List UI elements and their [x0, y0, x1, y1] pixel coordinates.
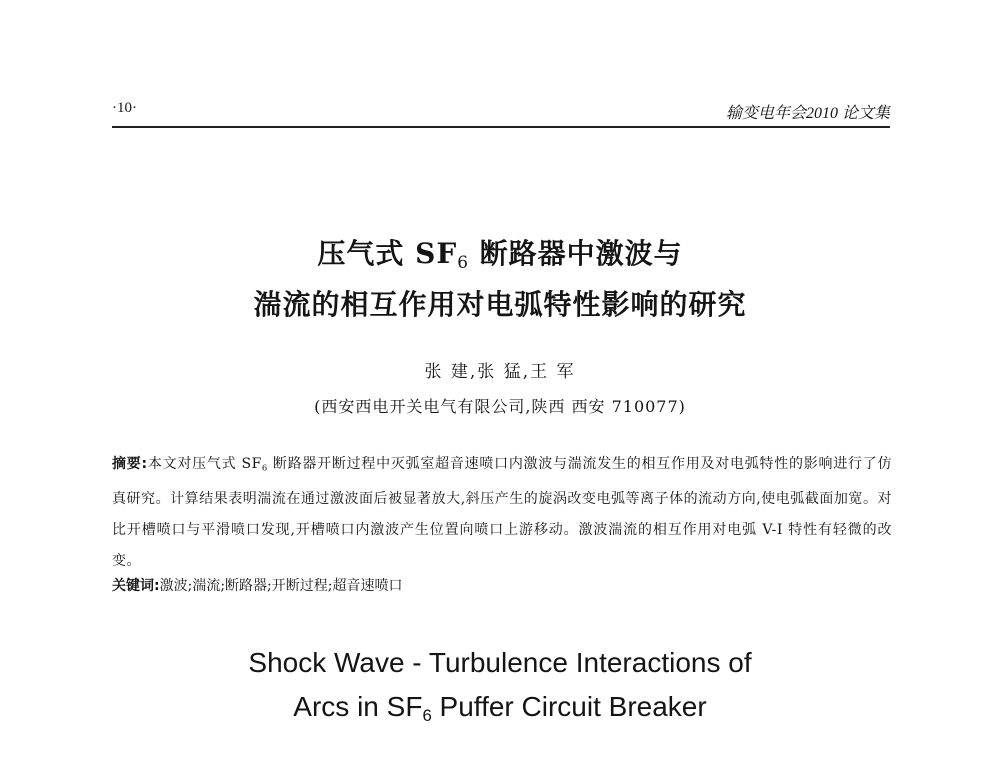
title-subscript: 6: [457, 252, 469, 273]
english-title-post: Puffer Circuit Breaker: [431, 691, 707, 722]
affiliation: (西安西电开关电气有限公司,陕西 西安 710077): [314, 397, 686, 416]
title-line1-pre: 压气式 SF: [317, 237, 458, 270]
paper-title-line-2: 湍流的相互作用对电弧特性影响的研究: [253, 288, 747, 321]
abstract-text-post: 断路器开断过程中灭弧室超音速喷口内激波与湍流发生的相互作用及对电弧特性的影响进行了仿真研究。计算结果表明湍流在通过激波面后被显著放大,斜压产生的旋涡改变电弧等离子体的流动方向,使电弧截面加宽。对比开槽喷口与平滑喷口发现,开槽喷口内激波产生位置向喷口上游移动。激波湍流的相互作用对电弧 V-I 特性有轻微的改变。: [112, 456, 892, 569]
title-line1-post: 断路器中激波与: [468, 237, 683, 270]
abstract: [112, 449, 892, 577]
abstract-label: 摘要:: [112, 456, 148, 472]
journal-title: 输变电年会2010 论文集: [725, 105, 890, 122]
english-title-pre: Arcs in SF: [293, 691, 423, 722]
page-header: [112, 96, 890, 128]
abstract-subscript: 6: [261, 462, 268, 473]
keywords: [112, 575, 402, 595]
english-title-line-2: [0, 691, 1000, 726]
keywords-label: 关键词:: [112, 578, 160, 594]
english-title-subscript: 6: [422, 706, 432, 726]
keywords-text: 激波;湍流;断路器;开断过程;超音速喷口: [159, 578, 403, 594]
page-number: ·10·: [112, 100, 137, 116]
abstract-text-pre: 本文对压气式 SF: [147, 456, 262, 472]
paper-title-line-1: [0, 232, 1000, 272]
authors: 张 建,张 猛,王 军: [424, 362, 576, 382]
english-title-line-1: Shock Wave - Turbulence Interactions of: [248, 647, 752, 678]
